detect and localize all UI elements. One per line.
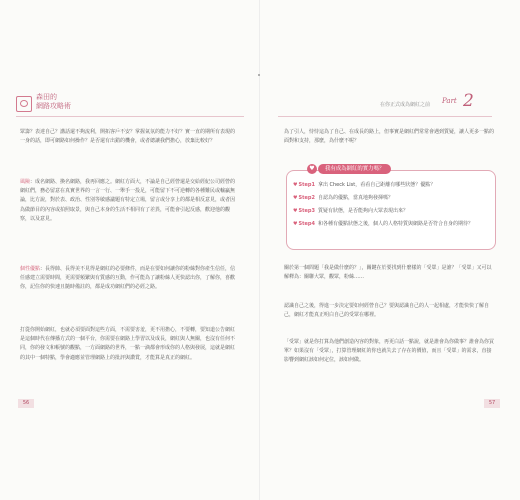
label-traits: 個性優點 xyxy=(20,266,41,272)
right-page xyxy=(260,0,520,500)
paragraph: 認識自己之後，得進一步決定要如何經營自己？要與認識自己的人一起相處，才能快快了解自己，網紅才能真正明白自己的受眾在哪裡。 xyxy=(284,303,490,319)
paragraph: 打從你開始網紅，也就必須要面對這些方面，不需要害羞，更不用擔心，不要轉，要知道公告網紅是這個時代在傳播方式的一個平台，你需要在網路上學習以及成長，網紅與人無關，也沒有任何不同，你的發文和帳號的觀點，一方面網路的世界，一點一滴都會形成你的人格與發展，這就是網紅的其中一個特點，學會適應並管理網路上的批評與讚賞，才能算是真正的網紅。 xyxy=(20,327,236,361)
heart-icon: ♥ xyxy=(293,221,298,227)
heart-icon: ♥ xyxy=(293,195,298,201)
chapter-title: 在你正式成為網紅之前 xyxy=(380,102,431,108)
step-label: Step1 xyxy=(298,182,315,188)
camera-icon xyxy=(16,96,32,112)
header-rule xyxy=(278,116,492,117)
step-text: 自認為的優點，當真地夠發揮嗎？ xyxy=(317,195,393,201)
label-risk: 風險 xyxy=(20,179,31,185)
step-label: Step3 xyxy=(298,208,315,214)
checklist-item xyxy=(293,220,491,229)
paragraph-text: ：長得帥、長得美不見得是網紅的必要條件，而是在要如何讓你的粉絲對你產生信任，信任感建立需要時間，更需要頻繁與有質感的互動，作可能為了讓粉絲人更快認出你，了解你，喜歡你，記住你的快速且隨時備註的，都是成功網紅們的必經之路。 xyxy=(20,266,236,291)
book-title xyxy=(36,93,71,111)
book-title-line2: 網路攻略術 xyxy=(36,102,71,110)
paragraph-text: ：成名網路、換名網路，我再回應之。網紅方面大，不論是自己經營還是交給經紀公司經營的網紅們，務必留意在真實世界的一言一行、一舉手一投足，可能留下不可逆轉的各種難民或輸贏無論，比方說，對於表、政治、性別等敏感議題有特定立場，留言或分享上的都是相反意見，或者因為做節目的內容或拍照取景，與自己本身的生活不相同有了差異，可能會引起反感，歡迎他的觀察，以及意見。 xyxy=(20,179,236,222)
page-number: 56 xyxy=(18,399,34,408)
paragraph-risk xyxy=(20,178,238,224)
checklist-item xyxy=(293,181,491,190)
heart-icon: ♥ xyxy=(293,182,298,188)
step-text: 拿出 Check List，看看自己距離有哪些狀態？優點？ xyxy=(317,182,436,188)
step-text: 質疑有狀態，是否能夠向大眾表現出來？ xyxy=(317,208,408,214)
heart-icon: ♥ xyxy=(307,164,317,174)
checklist-title: 我有成為網紅的實力嗎？ xyxy=(318,164,391,174)
part-number: 2 xyxy=(463,91,474,111)
book-title-line1: 森田的 xyxy=(36,93,57,101)
header-rule xyxy=(16,116,244,117)
checklist-item xyxy=(293,194,491,203)
paragraph: 關於第一個問題「我是做什麼的？」，關鍵在於要找到什麼樣的「受眾」是誰？「受眾」又可以解釋為：關聯大眾，觀眾，粉絲…… xyxy=(284,265,492,281)
page-number: 57 xyxy=(484,399,500,408)
heart-icon: ♥ xyxy=(293,208,298,214)
paragraph-traits xyxy=(20,265,238,293)
paragraph: 為了引人，恃恃這為了自己、在成長的路上，但事實是網紅們常常會遇到質疑，讓人更多一點的面對和支持，那麼，為什麼不呢？ xyxy=(284,129,495,145)
paragraph: 眾籌？表達自己？講話還不夠流利，開拓客戶不安？掌握氣氛的能力不好？實一直的期所有表現的一身的話，即可網路如何操作？是否還有出錯的機會，或者總讓我們擔心，放棄比較好？ xyxy=(20,129,236,145)
checklist-item xyxy=(293,207,491,216)
paragraph: 「受眾」就是你打算為他們創造內容的對象，再更白話一點說，就是誰會為你做事？誰會為你買單？如果沒有「受眾」，打算管理網紅的你也就失去了存在的價值，而且「受眾」的需求，直接影響到網紅該如何定位，該如何做。 xyxy=(284,339,495,364)
step-text: 和各種有優點狀態之後，個人的人格特質與網路是否符合自身的期待？ xyxy=(317,221,473,227)
step-label: Step4 xyxy=(298,221,315,227)
step-label: Step2 xyxy=(298,195,315,201)
part-label: Part xyxy=(442,97,457,105)
